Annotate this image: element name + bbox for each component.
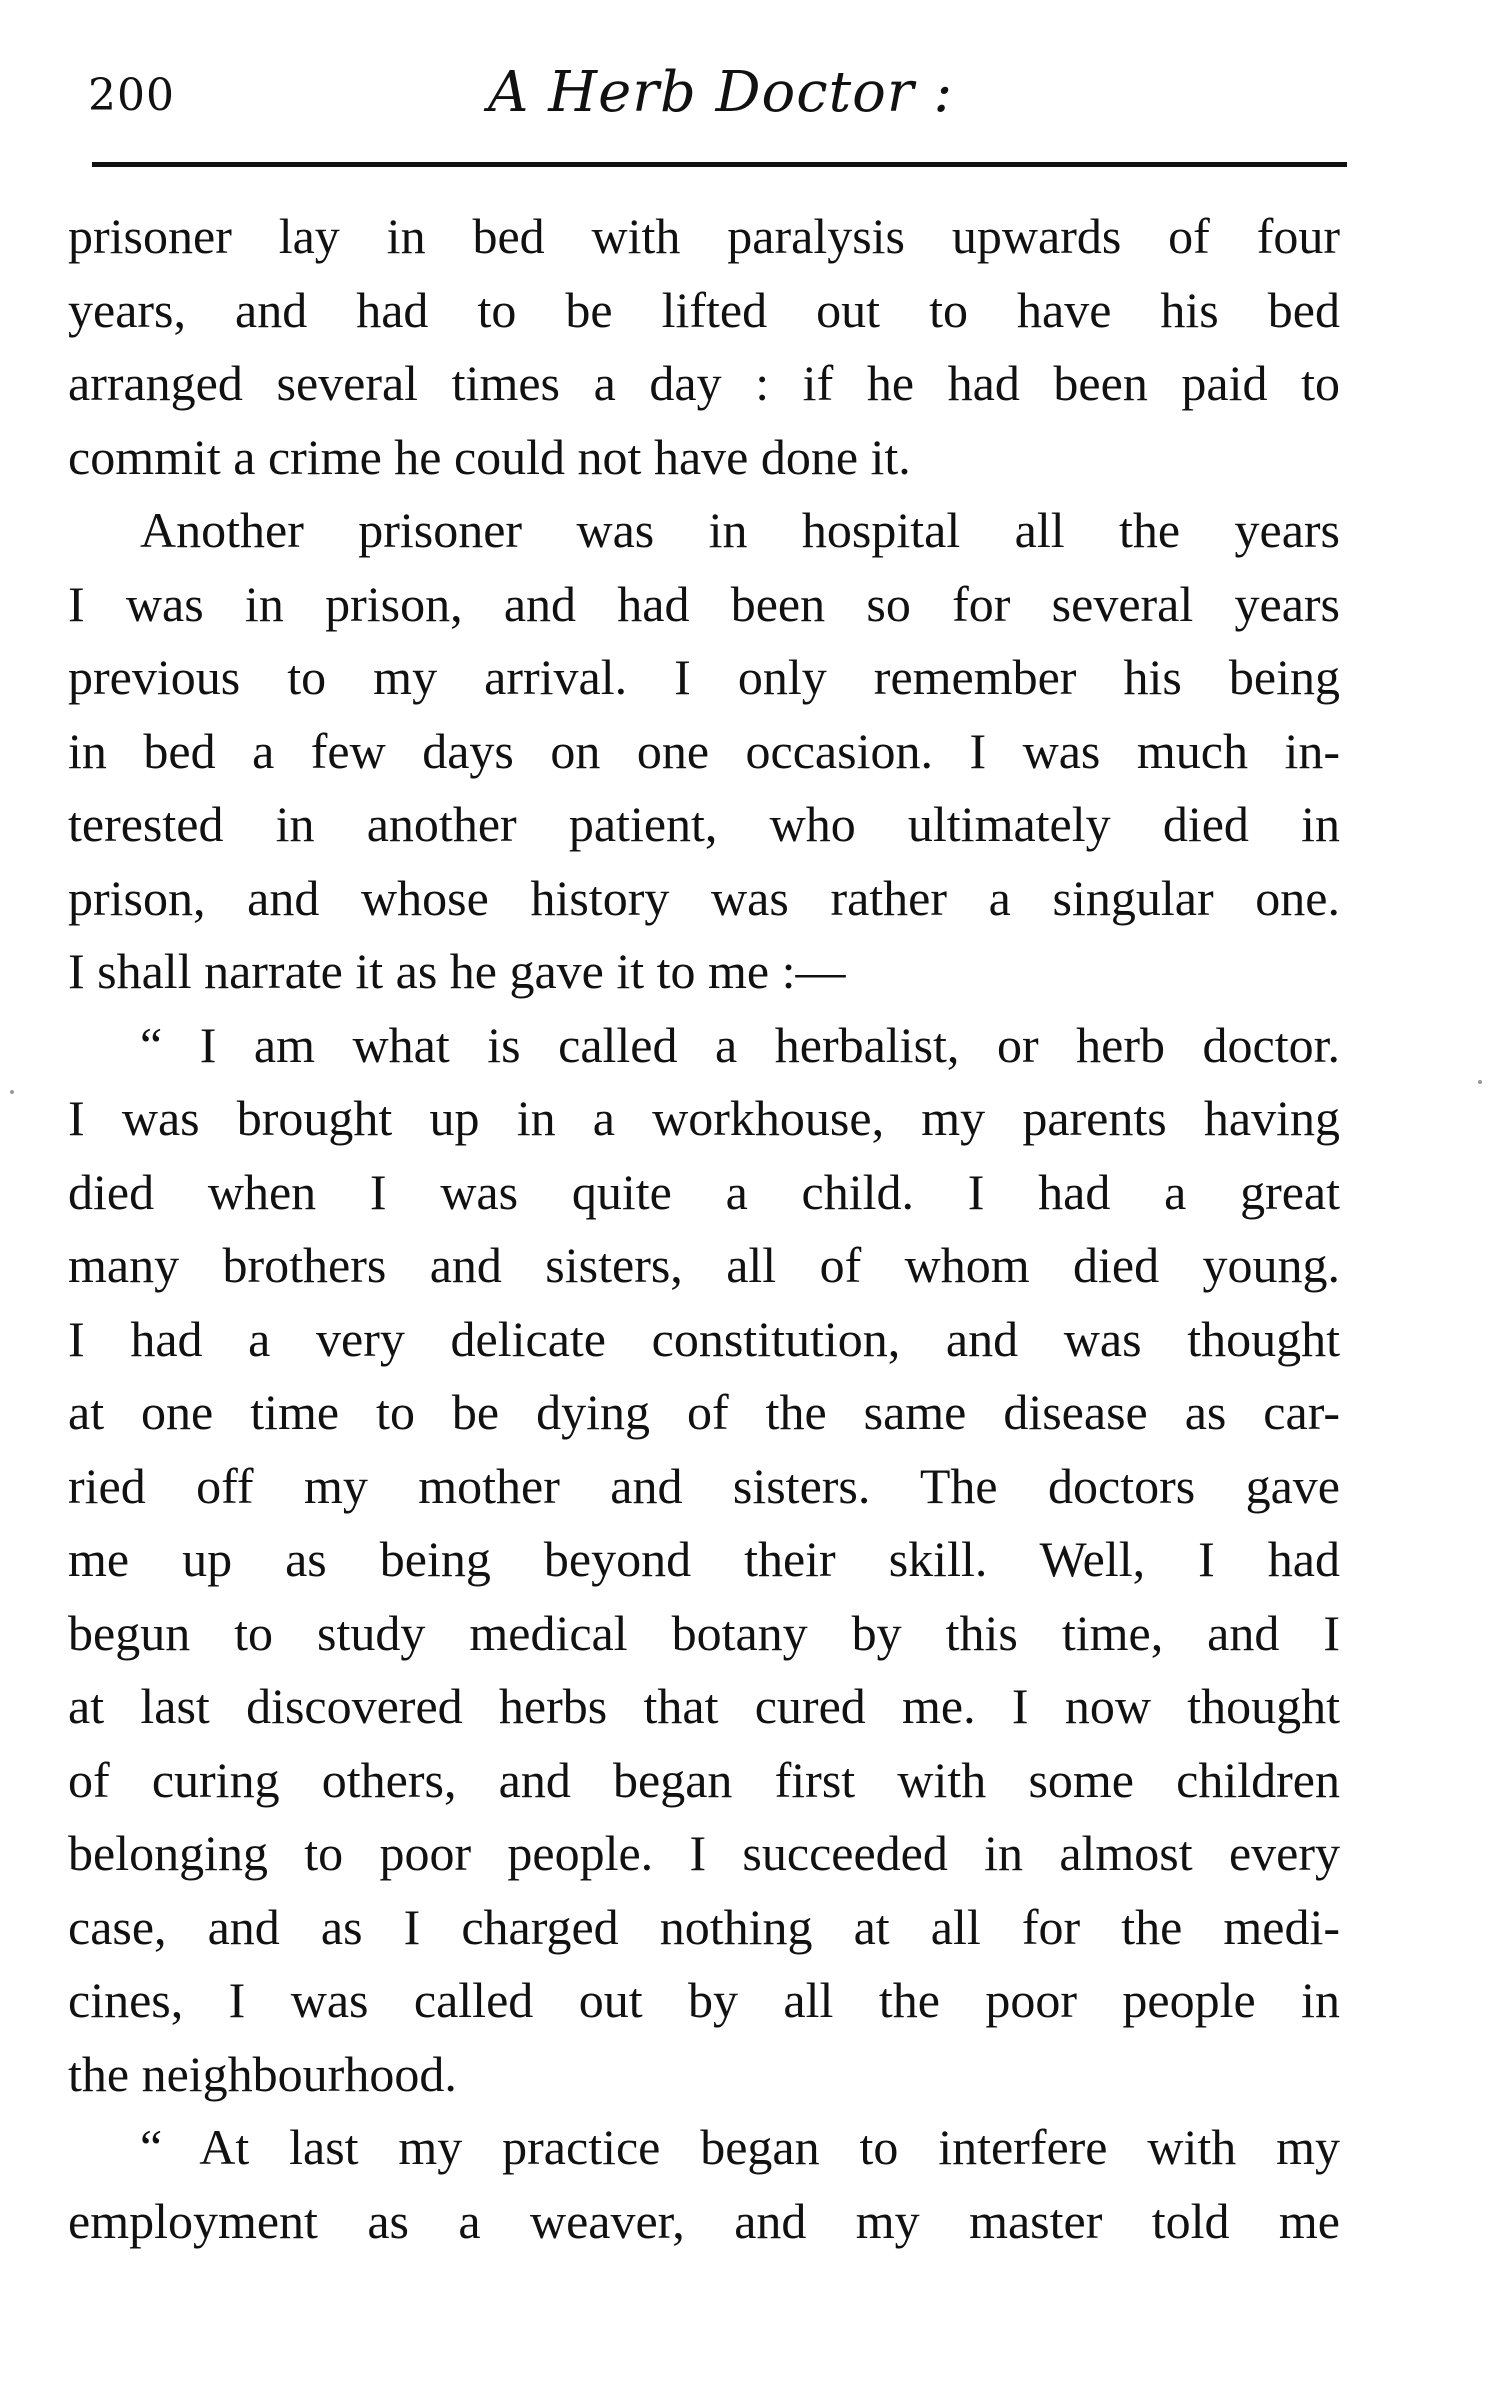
text-line: I had a very delicate constitution, and was thought: [68, 1310, 1340, 1367]
text-line: the neighbourhood.: [68, 2045, 457, 2102]
text-line: years, and had to be lifted out to have his bed: [68, 281, 1340, 338]
text-line: prison, and whose history was rather a singular one.: [68, 869, 1340, 926]
text-line: previous to my arrival. I only remember his being: [68, 649, 1340, 705]
text-line: “ At last my practice began to interfere with my: [140, 2119, 1340, 2175]
text-line: me up as being beyond their skill. Well, I had: [68, 1531, 1340, 1587]
text-line: I was brought up in a workhouse, my parents having: [68, 1090, 1340, 1146]
text-line: employment as a weaver, and my master told me: [68, 2192, 1340, 2249]
header-rule: [92, 162, 1347, 167]
text-line: begun to study medical botany by this time, and I: [68, 1604, 1340, 1661]
scan-speck: [1478, 1080, 1482, 1084]
running-title: A Herb Doctor :: [488, 60, 954, 125]
text-line: I shall narrate it as he gave it to me :—: [68, 943, 846, 999]
scan-speck: [10, 1090, 14, 1094]
text-line: arranged several times a day : if he had been paid to: [68, 355, 1340, 411]
text-line: belonging to poor people. I succeeded in almost every: [68, 1825, 1340, 1881]
text-line: case, and as I charged nothing at all for the medi-: [68, 1898, 1340, 1955]
text-line: died when I was quite a child. I had a great: [68, 1163, 1340, 1220]
text-line: commit a crime he could not have done it.: [68, 428, 911, 485]
text-line: cines, I was called out by all the poor people in: [68, 1972, 1340, 2028]
text-line: Another prisoner was in hospital all the years: [140, 502, 1340, 558]
text-line: in bed a few days on one occasion. I was much in-: [68, 722, 1340, 779]
text-line: terested in another patient, who ultimately died in: [68, 796, 1340, 852]
text-line: of curing others, and began first with some children: [68, 1751, 1340, 1808]
page-number: 200: [88, 70, 175, 121]
body-text: [68, 200, 1348, 2258]
text-line: ried off my mother and sisters. The doctors gave: [68, 1457, 1340, 1514]
text-line: many brothers and sisters, all of whom died young.: [68, 1237, 1340, 1293]
text-line: I was in prison, and had been so for several years: [68, 575, 1340, 632]
page-header: [88, 60, 1348, 160]
text-line: at last discovered herbs that cured me. I now thought: [68, 1678, 1340, 1734]
text-line: prisoner lay in bed with paralysis upwards of four: [68, 208, 1340, 264]
text-line: “ I am what is called a herbalist, or herb doctor.: [140, 1016, 1340, 1073]
text-line: at one time to be dying of the same disease as car-: [68, 1384, 1340, 1440]
